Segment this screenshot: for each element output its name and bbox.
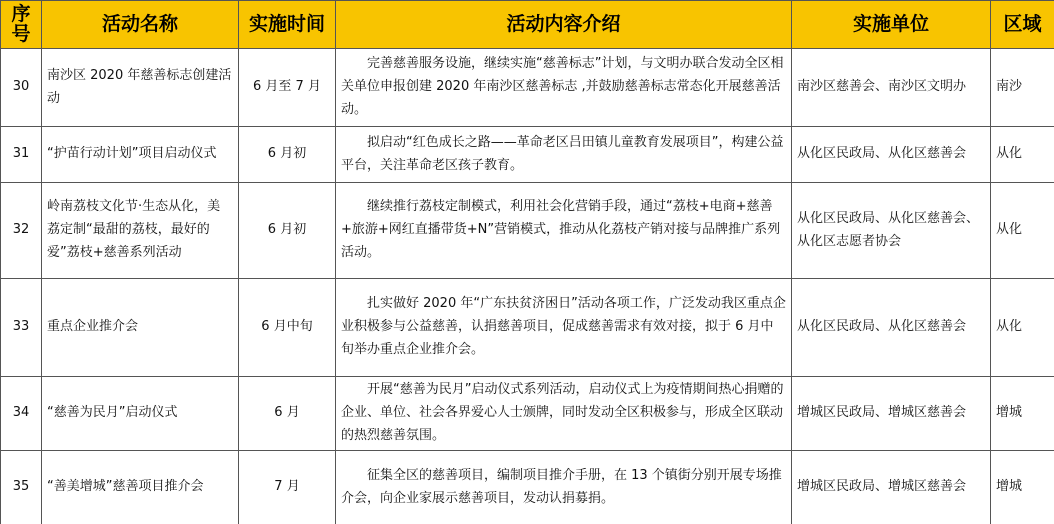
cell-region: 增城: [991, 377, 1054, 451]
header-row: [1, 1, 1054, 49]
cell-content: 继续推行荔枝定制模式，利用社会化营销手段，通过“荔枝+电商+慈善+旅游+网红直播带货+N”营销模式，推动从化荔枝产销对接与品牌推广系列活动。: [336, 183, 792, 279]
table-row: [1, 279, 1054, 377]
table-row: [1, 49, 1054, 127]
cell-time: 6 月初: [239, 127, 336, 183]
cell-region: 南沙: [991, 49, 1054, 127]
cell-name: “慈善为民月”启动仪式: [42, 377, 239, 451]
cell-seq: 34: [1, 377, 42, 451]
cell-region: 从化: [991, 183, 1054, 279]
cell-content: 征集全区的慈善项目，编制项目推介手册，在 13 个镇街分别开展专场推介会，向企业家展示慈善项目，发动认捐募捐。: [336, 451, 792, 524]
cell-seq: 31: [1, 127, 42, 183]
cell-time: 6 月初: [239, 183, 336, 279]
cell-seq: 33: [1, 279, 42, 377]
cell-time: 6 月: [239, 377, 336, 451]
cell-name: 岭南荔枝文化节·生态从化，美荔定制“最甜的荔枝，最好的爱”荔枝+慈善系列活动: [42, 183, 239, 279]
table-row: [1, 451, 1054, 524]
cell-name: 重点企业推介会: [42, 279, 239, 377]
cell-content: 扎实做好 2020 年“广东扶贫济困日”活动各项工作，广泛发动我区重点企业积极参与公益慈善，认捐慈善项目，促成慈善需求有效对接，拟于 6 月中旬举办重点企业推介会。: [336, 279, 792, 377]
cell-unit: 从化区民政局、从化区慈善会: [792, 127, 991, 183]
cell-region: 从化: [991, 127, 1054, 183]
cell-seq: 30: [1, 49, 42, 127]
header-name: 活动名称: [42, 1, 239, 49]
cell-time: 7 月: [239, 451, 336, 524]
cell-seq: 32: [1, 183, 42, 279]
header-region: 区域: [991, 1, 1054, 49]
cell-unit: 南沙区慈善会、南沙区文明办: [792, 49, 991, 127]
table-row: [1, 127, 1054, 183]
cell-unit: 从化区民政局、从化区慈善会、从化区志愿者协会: [792, 183, 991, 279]
cell-region: 增城: [991, 451, 1054, 524]
table-row: [1, 183, 1054, 279]
header-seq: 序号: [1, 1, 42, 49]
cell-unit: 增城区民政局、增城区慈善会: [792, 377, 991, 451]
header-unit: 实施单位: [792, 1, 991, 49]
table-row: [1, 377, 1054, 451]
cell-name: “护苗行动计划”项目启动仪式: [42, 127, 239, 183]
cell-unit: 从化区民政局、从化区慈善会: [792, 279, 991, 377]
cell-name: 南沙区 2020 年慈善标志创建活动: [42, 49, 239, 127]
cell-seq: 35: [1, 451, 42, 524]
cell-content: 完善慈善服务设施，继续实施“慈善标志”计划，与文明办联合发动全区相关单位申报创建 2020 年南沙区慈善标志 ,并鼓励慈善标志常态化开展慈善活动。: [336, 49, 792, 127]
header-content: 活动内容介绍: [336, 1, 792, 49]
cell-region: 从化: [991, 279, 1054, 377]
cell-name: “善美增城”慈善项目推介会: [42, 451, 239, 524]
header-time: 实施时间: [239, 1, 336, 49]
cell-content: 开展“慈善为民月”启动仪式系列活动，启动仪式上为疫情期间热心捐赠的企业、单位、社会各界爱心人士颁牌，同时发动全区积极参与，形成全区联动的热烈慈善氛围。: [336, 377, 792, 451]
cell-content: 拟启动“红色成长之路——革命老区吕田镇儿童教育发展项目”，构建公益平台，关注革命老区孩子教育。: [336, 127, 792, 183]
cell-unit: 增城区民政局、增城区慈善会: [792, 451, 991, 524]
cell-time: 6 月中旬: [239, 279, 336, 377]
cell-time: 6 月至 7 月: [239, 49, 336, 127]
